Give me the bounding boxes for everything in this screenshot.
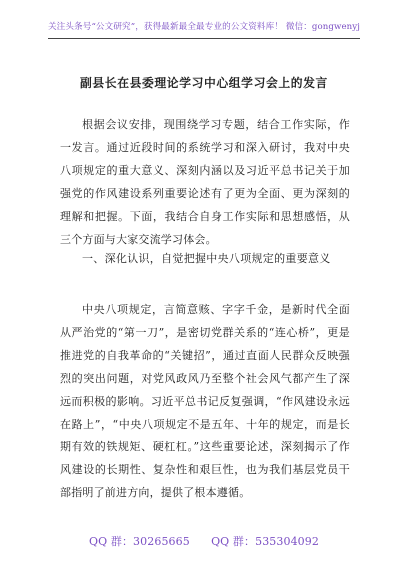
document-title: 副县长在县委理论学习中心组学习会上的发言: [80, 76, 328, 90]
footer-qq-group-2: QQ 群：535304092: [211, 535, 319, 548]
header-banner: 关注头条号“公文研究”，获得最新最全最专业的公文资料库！ 微信：gongwenyj: [47, 22, 361, 32]
footer: [0, 533, 408, 549]
section-heading-1: 一、深化认识，自觉把握中央八项规定的重要意义: [82, 252, 331, 265]
header-divider: [48, 38, 360, 39]
body-paragraph-1: 中央八项规定，言简意赅、字字千金，是新时代全面从严治党的“第一刀”，是密切党群关系的“连心桥”，更是推进党的自我革命的“关键招”，通过直面人民群众反映强烈的突出问题，对党风政风乃至整个社会风气都产生了深远而积极的影响。习近平总书记反复强调，“作风建设永远在路上”，“中央八项规定不是五年、十年的规定，而是长期有效的铁规矩、硬杠杠。”这些重要论述，深刻揭示了作风建设的长期性、复杂性和艰巨性，也为我们基层党员干部指明了前进方向，提供了根本遵循。: [60, 303, 350, 500]
footer-qq-group-1: QQ 群：30265665: [89, 535, 190, 548]
intro-paragraph: 根据会议安排，现围绕学习专题，结合工作实际，作一发言。通过近段时间的系统学习和深入研讨，我对中央八项规定的重大意义、深刻内涵以及习近平总书记关于加强党的作风建设系列重要论述有了更为全面、更为深刻的理解和把握。下面，我结合自身工作实际和思想感悟，从三个方面与大家交流学习体会。: [60, 118, 350, 246]
